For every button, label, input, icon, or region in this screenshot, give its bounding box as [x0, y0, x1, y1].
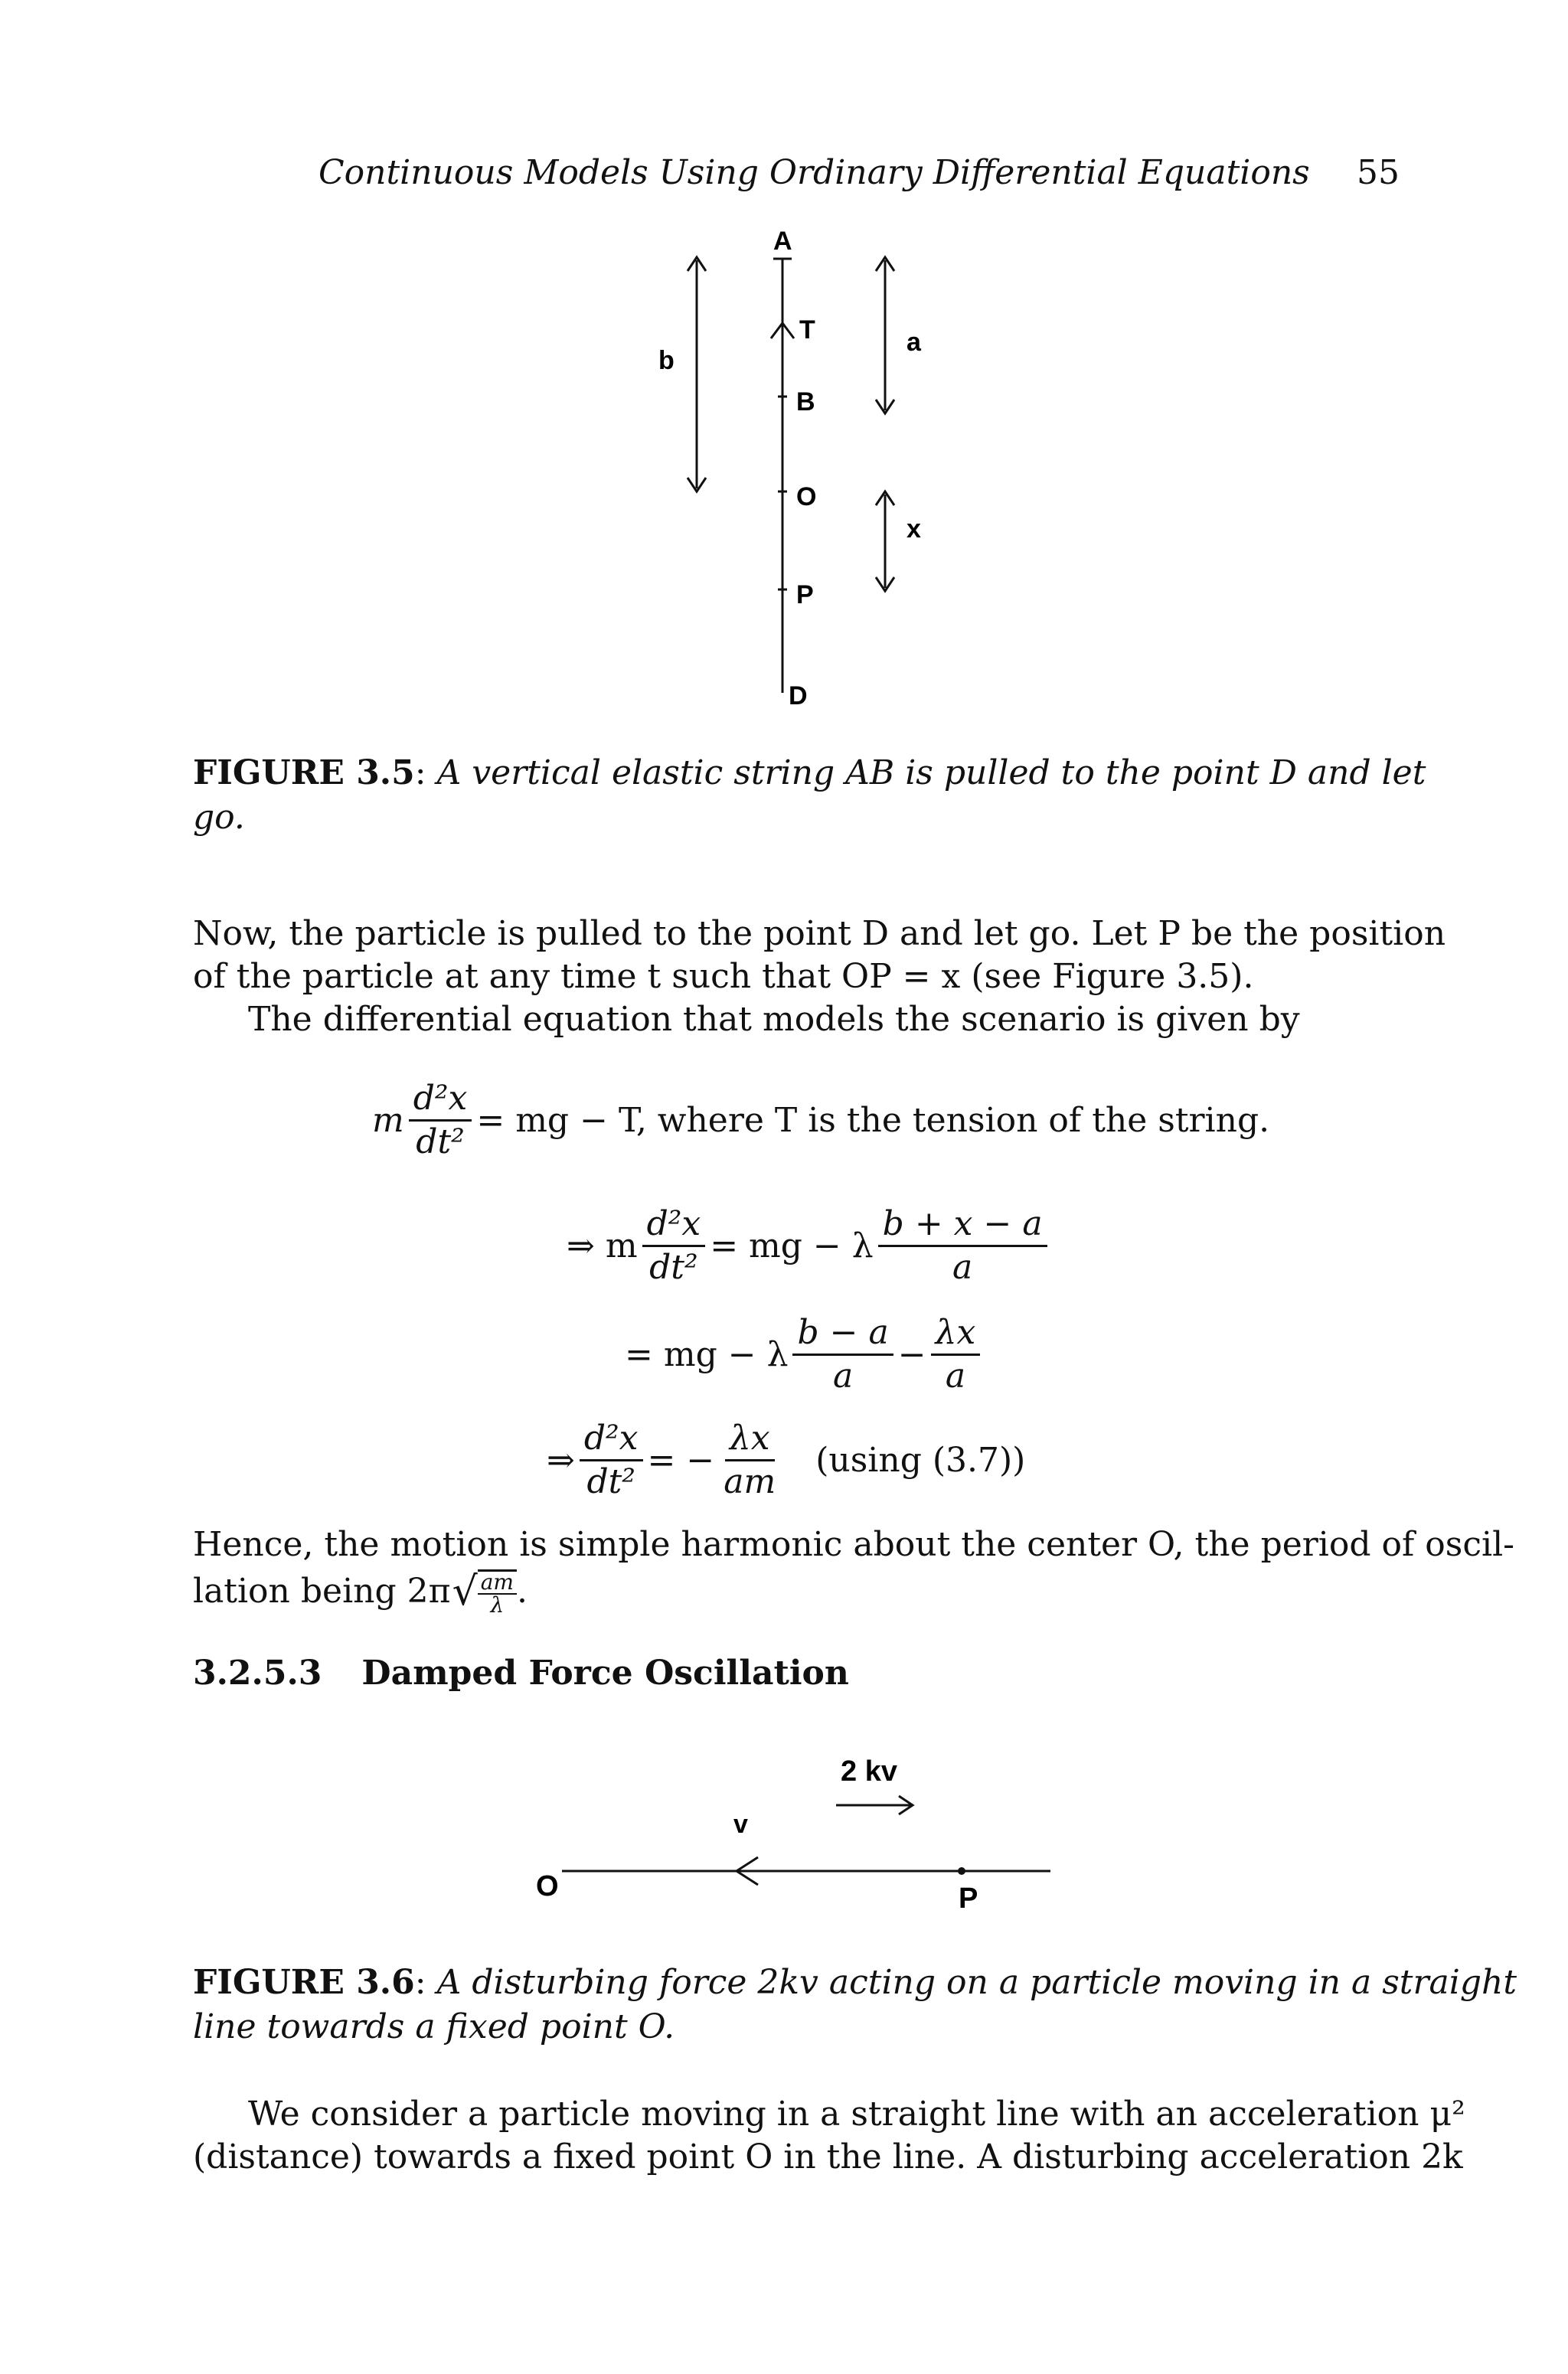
section-heading: 3.2.5.3 Damped Force Oscillation	[193, 1654, 849, 1693]
figure-3-6-diagram	[528, 1745, 1064, 1937]
label-T: T	[799, 315, 815, 345]
label-2kv: 2 kv	[841, 1755, 897, 1788]
period-line: lation being 2π √ am λ .	[193, 1568, 528, 1618]
paragraph-line: of the particle at any time t such that OP = x (see Figure 3.5).	[193, 957, 1254, 996]
label-A: A	[773, 227, 792, 256]
label-B: B	[796, 387, 815, 416]
figure-3-5-caption-cont: go.	[193, 798, 245, 837]
paragraph-line: The differential equation that models the scenario is given by	[248, 1000, 1300, 1039]
figure-3-5-caption: FIGURE 3.5: A vertical elastic string AB is pulled to the point D and let	[193, 753, 1426, 792]
label-P: P	[796, 580, 814, 609]
equation-1: m $\frac{\text{d²x}}{\text{dt²}}$ = mg − T, where T is the tension of the string.	[372, 1079, 1270, 1161]
point-P	[958, 1867, 965, 1875]
label-D: D	[789, 681, 808, 710]
label-a: a	[906, 328, 921, 357]
paragraph-line: Now, the particle is pulled to the point D and let go. Let P be the position	[193, 914, 1446, 953]
label-v: v	[733, 1810, 748, 1839]
paragraph-line: (distance) towards a fixed point O in the line. A disturbing acceleration 2k	[193, 2137, 1463, 2176]
paragraph-line: Hence, the motion is simple harmonic about the center O, the period of oscil-	[193, 1525, 1515, 1564]
label-b: b	[658, 346, 675, 375]
label-O: O	[536, 1870, 559, 1902]
paragraph-line: We consider a particle moving in a straight line with an acceleration μ²	[248, 2095, 1465, 2134]
running-title: Continuous Models Using Ordinary Differential Equations	[318, 153, 1310, 192]
figure-3-6-caption: FIGURE 3.6: A disturbing force 2kv acting on a particle moving in a straight	[193, 1963, 1517, 2002]
page-number: 55	[1357, 153, 1400, 192]
equation-3: = mg − λ $\frac{b - a}{a}$ − $\frac{\lambda x}{a}$	[625, 1312, 985, 1397]
figure-3-5-diagram	[651, 222, 972, 720]
label-x: x	[906, 514, 921, 544]
figure-3-6-caption-cont: line towards a fixed point O.	[193, 2007, 675, 2046]
label-P: P	[959, 1883, 978, 1915]
equation-2: ⇒ m $\frac{\text{d²x}}{\text{dt²}}$ = mg − λ $\frac{b + x - a}{a}$	[567, 1203, 1052, 1288]
label-O: O	[796, 482, 817, 511]
equation-4: ⇒ $\frac{\text{d²x}}{\text{dt²}}$ = − $\frac{\lambda x}{am}$ (using (3.7))	[547, 1419, 1026, 1501]
